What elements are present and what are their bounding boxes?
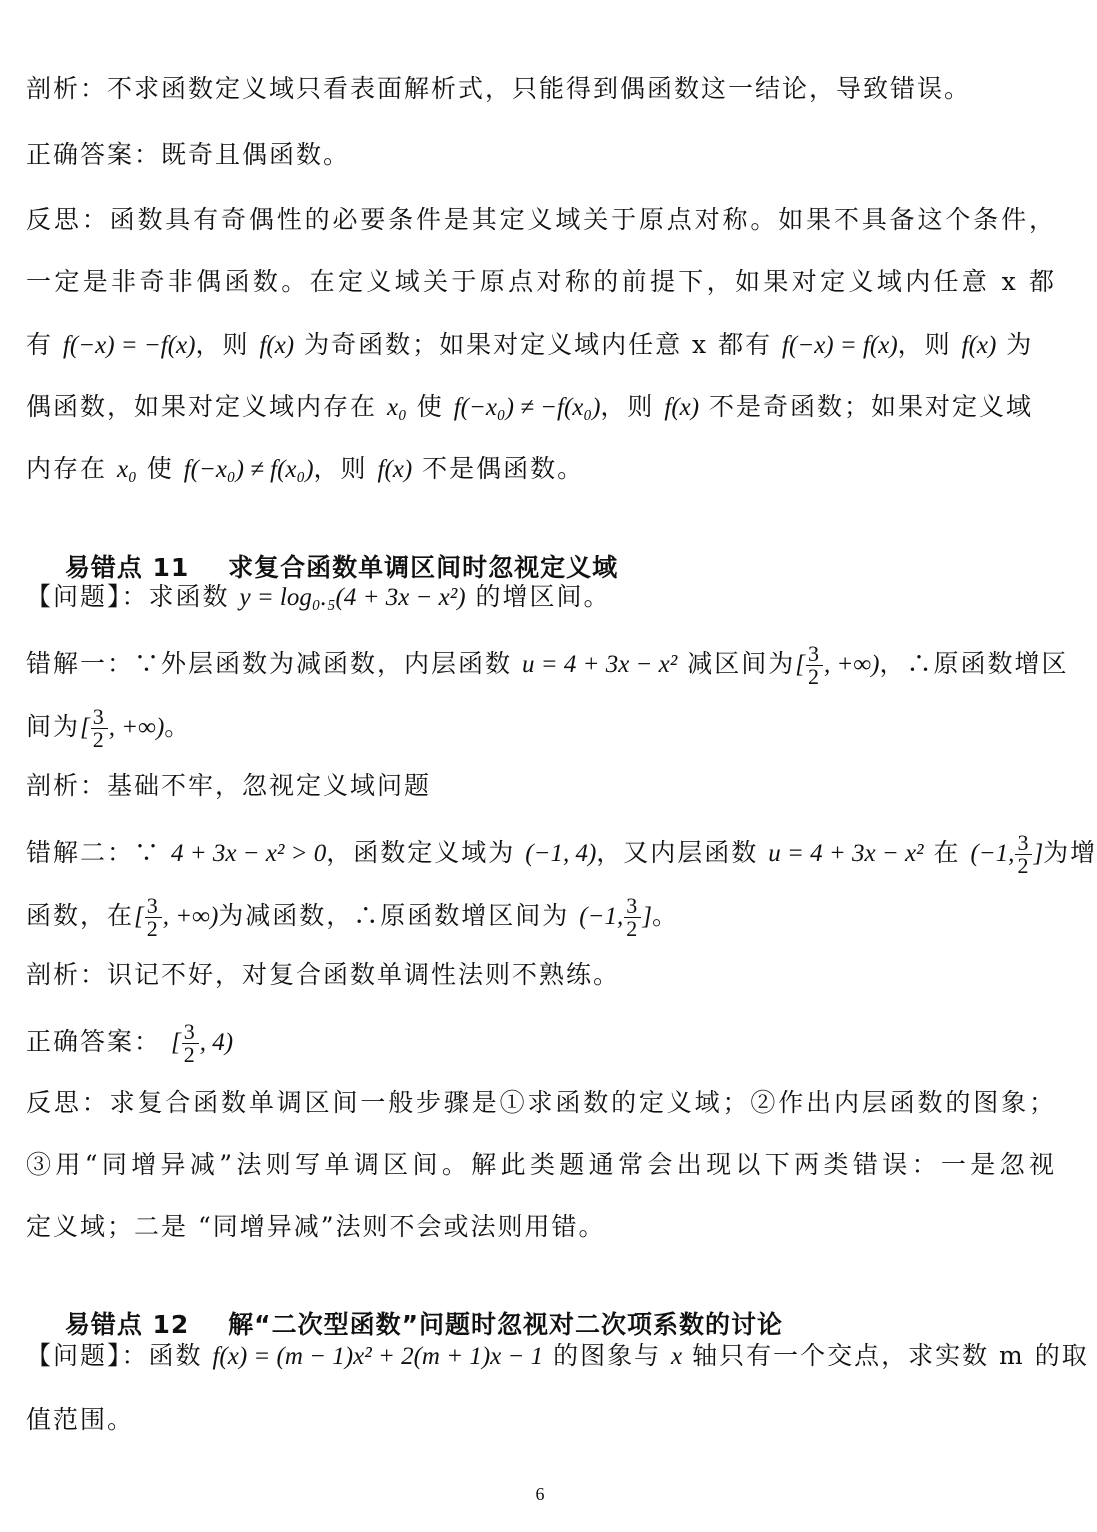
reflection-11-line-2	[26, 1148, 1056, 1182]
frac-numerator-3: 3	[1017, 830, 1031, 855]
bracket-open-3: [	[134, 903, 144, 930]
wrong2-text-g: 为减函数，∴原函数增区间为	[218, 901, 570, 930]
wrong-solution-2-line-1	[26, 830, 1097, 878]
frac-numerator-2: 3	[92, 704, 106, 729]
analysis-11-2-text: 剖析：识记不好，对复合函数单调性法则不熟练。	[26, 960, 621, 989]
answer-paragraph	[26, 138, 1056, 172]
reflection-11-text-3: 定义域；二是 “同增异减”法则不会或法则用错。	[26, 1212, 606, 1241]
bracket-close: ]	[1033, 840, 1044, 867]
domain-interval: (−1, 4)	[525, 840, 597, 867]
bracket-close-2: ]	[642, 903, 652, 930]
wrong-solution-1-line-1	[26, 641, 1069, 689]
wrong2-text-a: 错解二：∵	[26, 838, 162, 867]
text-even-function: 偶函数，如果对定义域内存在	[26, 392, 378, 421]
fx-symbol: f(x)	[259, 332, 295, 359]
reflection-line-1	[26, 203, 1056, 237]
fraction-three-halves-6	[182, 1021, 199, 1066]
bracket-open-4: [	[170, 1029, 181, 1056]
quadratic-function-formula: f(x) = (m − 1)x² + 2(m + 1)x − 1	[212, 1343, 544, 1370]
problem-12-mid: 的图象与	[553, 1341, 662, 1370]
text-shi: 使	[416, 392, 444, 421]
section-12-heading-text: 易错点 12 解“二次型函数”问题时忽视对二次项系数的讨论	[64, 1310, 783, 1339]
page-number: 6	[535, 1484, 545, 1504]
analysis-11-1-text: 剖析：基础不牢，忽视定义域问题	[26, 771, 432, 800]
problem-label: 【问题】：求函数	[26, 582, 230, 611]
analysis-11-2	[26, 958, 1056, 992]
problem-12-label: 【问题】：函数	[26, 1341, 203, 1370]
wrong2-text-d: 在	[933, 838, 961, 867]
reflection-11-text-1: 反思：求复合函数单调区间一般步骤是①求函数的定义域；②作出内层函数的图象；	[26, 1088, 1056, 1117]
text-shi-2: 使	[146, 454, 174, 483]
fraction-three-halves-4	[145, 895, 162, 940]
x0-symbol: x₀	[386, 394, 407, 421]
fraction-three-halves	[806, 643, 823, 688]
problem-12-line-2: 值范围。	[26, 1405, 135, 1434]
text-then: ，则	[195, 330, 250, 359]
fraction-three-halves-2	[91, 706, 108, 751]
frac-denominator-6: 2	[183, 1042, 197, 1067]
reflection-11-line-1	[26, 1086, 1056, 1120]
analysis-text: 剖析：不求函数定义域只看表面解析式，只能得到偶函数这一结论，导致错误。	[26, 74, 972, 103]
inner-function-formula: u = 4 + 3x − x²	[521, 651, 678, 678]
section-11-problem	[26, 580, 1056, 615]
wrong2-text-h: 。	[651, 901, 679, 930]
text-odd-function: 为奇函数；如果对定义域内任意 x 都有	[304, 330, 773, 359]
text-not-even: 不是偶函数。	[422, 454, 585, 483]
frac-denominator-3: 2	[1017, 853, 1031, 878]
frac-numerator: 3	[807, 641, 821, 666]
section-12-problem-line-2	[26, 1403, 1056, 1437]
analysis-11-1	[26, 769, 1056, 803]
wrong-solution-1-line-2	[26, 706, 1056, 751]
interval-close-2: , +∞)	[108, 714, 165, 741]
text-not-odd: 不是奇函数；如果对定义域	[709, 392, 1034, 421]
not-odd-formula: f(−x₀) ≠ −f(x₀)	[453, 394, 601, 421]
inner-function-formula-2: u = 4 + 3x − x²	[768, 840, 924, 867]
wrong1-text-c: ，∴原函数增区	[879, 649, 1069, 678]
fraction-three-halves-3	[1015, 832, 1032, 877]
frac-numerator-5: 3	[626, 893, 640, 918]
not-even-formula: f(−x₀) ≠ f(x₀)	[183, 456, 314, 483]
text-then-3: ，则	[600, 392, 655, 421]
answer-interval-close: , 4)	[199, 1029, 234, 1056]
log-function-formula: y = log₀.₅(4 + 3x − x²)	[239, 584, 466, 611]
wrong1-text-d: 间为	[26, 712, 81, 741]
domain-inequality: 4 + 3x − x² > 0	[170, 840, 327, 867]
frac-denominator: 2	[807, 664, 821, 689]
wrong1-text-a: 错解一：∵外层函数为减函数，内层函数	[26, 649, 513, 678]
analysis-paragraph	[26, 72, 1056, 106]
odd-condition-formula: f(−x) = −f(x)	[62, 332, 196, 359]
text-then-2: ，则	[897, 330, 952, 359]
wrong2-text-b: ，函数定义域为	[326, 838, 516, 867]
fx-symbol-2: f(x)	[961, 332, 997, 359]
answer-11	[26, 1021, 1056, 1066]
answer-label: 正确答案：	[26, 1027, 162, 1056]
interval-open-minus1: (−1,	[970, 840, 1015, 867]
fx-symbol-4: f(x)	[377, 456, 413, 483]
wrong-solution-2-line-2	[26, 895, 1056, 940]
frac-numerator-6: 3	[183, 1019, 197, 1044]
reflection-line-5	[26, 452, 1056, 487]
bracket-open-2: [	[80, 714, 90, 741]
reflection-line-4	[26, 390, 1056, 425]
wrong2-text-f: 函数，在	[26, 901, 135, 930]
frac-denominator-2: 2	[92, 727, 106, 752]
section-11-heading-text: 易错点 11 求复合函数单调区间时忽视定义域	[64, 553, 619, 582]
wrong1-text-e: 。	[164, 712, 192, 741]
reflection-text-1: 反思：函数具有奇偶性的必要条件是其定义域关于原点对称。如果不具备这个条件，	[26, 205, 1056, 234]
interval-close: , +∞)	[823, 651, 880, 678]
reflection-line-2	[26, 265, 1056, 299]
reflection-text-2: 一定是非奇非偶函数。在定义域关于原点对称的前提下，如果对定义域内任意 x 都	[26, 267, 1056, 296]
text-wei: 为	[1006, 330, 1034, 359]
interval-open-minus1-2: (−1,	[579, 903, 624, 930]
interval-close-3: , +∞)	[162, 903, 219, 930]
frac-numerator-4: 3	[146, 893, 160, 918]
problem-12-tail: 轴只有一个交点，求实数 m 的取	[692, 1341, 1089, 1370]
fraction-three-halves-5	[624, 895, 641, 940]
wrong1-text-b: 减区间为	[687, 649, 796, 678]
problem-tail: 的增区间。	[475, 582, 611, 611]
wrong2-text-c: ，又内层函数	[596, 838, 759, 867]
text-you: 有	[26, 330, 54, 359]
text-then-4: ，则	[313, 454, 368, 483]
reflection-11-line-3	[26, 1210, 1056, 1244]
section-12-problem-line-1	[26, 1339, 1089, 1374]
bracket-open: [	[795, 651, 805, 678]
even-condition-formula: f(−x) = f(x)	[782, 332, 898, 359]
frac-denominator-4: 2	[146, 916, 160, 941]
text-exists: 内存在	[26, 454, 108, 483]
reflection-11-text-2: ③用“同增异减”法则写单调区间。解此类题通常会出现以下两类错误：一是忽视	[26, 1150, 1056, 1179]
fx-symbol-3: f(x)	[664, 394, 700, 421]
x0-symbol-2: x₀	[116, 456, 137, 483]
frac-denominator-5: 2	[626, 916, 640, 941]
reflection-line-3	[26, 328, 1056, 363]
x-axis-symbol: x	[671, 1343, 683, 1370]
wrong2-text-e: 为增	[1043, 838, 1097, 867]
answer-text: 正确答案：既奇且偶函数。	[26, 140, 351, 169]
